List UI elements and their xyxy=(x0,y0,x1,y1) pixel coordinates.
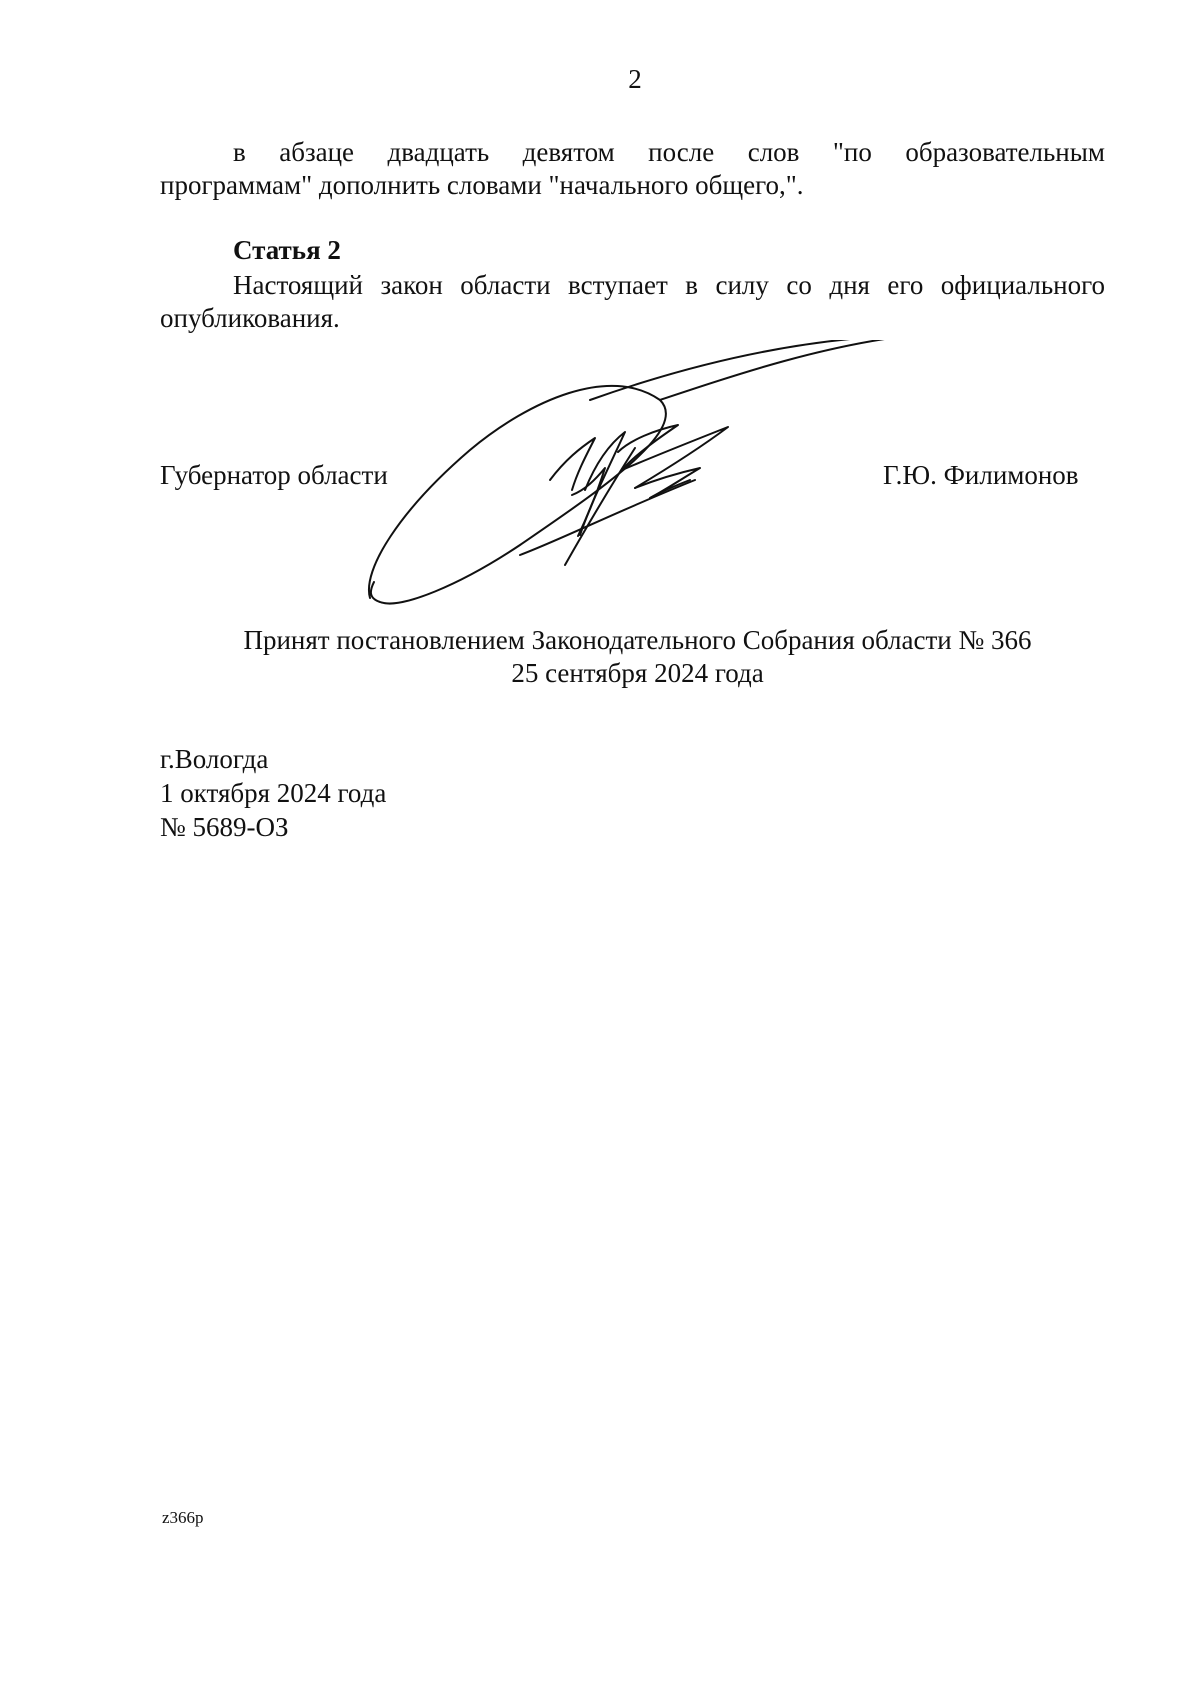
law-date: 1 октября 2024 года xyxy=(160,778,387,808)
page-number: 2 xyxy=(628,64,642,94)
amendment-line-2: программам" дополнить словами "начального общего,". xyxy=(160,170,804,200)
signatory-name: Г.Ю. Филимонов xyxy=(883,460,1079,490)
place-date-block xyxy=(160,742,386,844)
law-number: № 5689-ОЗ xyxy=(160,812,289,842)
amendment-line-1: в абзаце двадцать девятом после слов "по образовательным xyxy=(233,137,1105,167)
adoption-note xyxy=(160,624,1115,690)
footer-code: z366p xyxy=(162,1508,204,1527)
signatory-position: Губернатор области xyxy=(160,460,388,490)
article-line-1: Настоящий закон области вступает в силу со дня его официального xyxy=(233,270,1105,300)
adoption-line-2: 25 сентября 2024 года xyxy=(511,658,764,688)
city: г.Вологда xyxy=(160,744,269,774)
article-paragraph xyxy=(160,269,1105,335)
handwritten-signature xyxy=(360,340,920,640)
article-heading: Статья 2 xyxy=(233,235,341,265)
amendment-paragraph xyxy=(160,136,1105,202)
article-line-2: опубликования. xyxy=(160,303,340,333)
adoption-line-1: Принят постановлением Законодательного Собрания области № 366 xyxy=(243,625,1032,655)
